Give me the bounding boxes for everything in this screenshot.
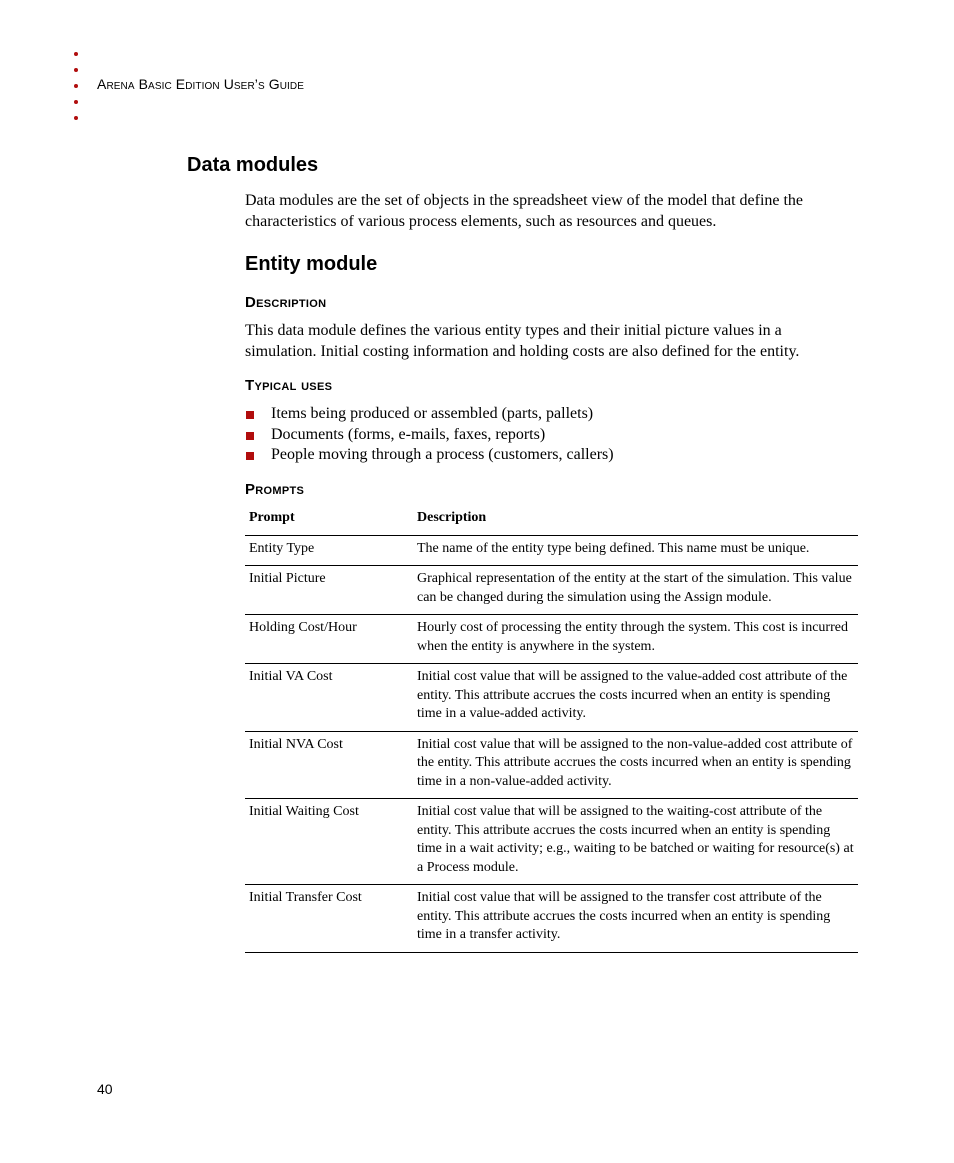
list-item: Documents (forms, e-mails, faxes, reports) — [245, 425, 614, 446]
bullet-square-icon — [246, 452, 254, 460]
description-heading: Description — [245, 294, 327, 311]
section-title: Data modules — [187, 154, 319, 176]
prompt-cell: Initial Waiting Cost — [245, 799, 413, 885]
list-item: Items being produced or assembled (parts, pallets) — [245, 404, 614, 425]
column-header-prompt: Prompt — [245, 506, 413, 535]
table-header-row — [245, 506, 858, 535]
margin-dot — [74, 84, 78, 88]
table-row — [245, 615, 858, 664]
page-number: 40 — [97, 1081, 113, 1097]
description-cell: The name of the entity type being defined. This name must be unique. — [413, 535, 858, 566]
table-row — [245, 664, 858, 732]
prompt-cell: Initial Transfer Cost — [245, 885, 413, 953]
prompt-cell: Initial VA Cost — [245, 664, 413, 732]
description-cell: Initial cost value that will be assigned to the value-added cost attribute of the entity. This attribute accrues the costs incurred when an entity is spending time in a value-added activity. — [413, 664, 858, 732]
bullet-square-icon — [246, 432, 254, 440]
prompt-cell: Initial Picture — [245, 566, 413, 615]
running-head: Arena Basic Edition User’s Guide — [97, 76, 305, 92]
typical-uses-heading: Typical uses — [245, 377, 333, 394]
prompt-cell: Entity Type — [245, 535, 413, 566]
prompts-heading: Prompts — [245, 481, 305, 498]
margin-dot — [74, 52, 78, 56]
table-row — [245, 535, 858, 566]
column-header-description: Description — [413, 506, 858, 535]
margin-dot — [74, 100, 78, 104]
table-row — [245, 566, 858, 615]
description-cell: Hourly cost of processing the entity through the system. This cost is incurred when the entity is anywhere in the system. — [413, 615, 858, 664]
prompt-cell: Initial NVA Cost — [245, 731, 413, 799]
table-row — [245, 885, 858, 953]
prompt-cell: Holding Cost/Hour — [245, 615, 413, 664]
description-cell: Initial cost value that will be assigned to the transfer cost attribute of the entity. This attribute accrues the costs incurred when an entity is spending time in a transfer activity. — [413, 885, 858, 953]
typical-uses-list — [245, 404, 614, 466]
prompts-table — [245, 506, 858, 953]
description-text: This data module defines the various entity types and their initial picture values in a simulation. Initial costing information and holding costs are also defined for the entity. — [245, 322, 800, 360]
entity-module-title: Entity module — [245, 253, 378, 275]
section-intro: Data modules are the set of objects in the spreadsheet view of the model that define the characteristics of various process elements, such as resources and queues. — [245, 192, 804, 230]
description-cell: Initial cost value that will be assigned to the waiting-cost attribute of the entity. This attribute accrues the costs incurred when an entity is spending time in a wait activity; e.g., waiting to be batched or waiting for resource(s) at a Process module. — [413, 799, 858, 885]
margin-dot — [74, 116, 78, 120]
description-cell: Initial cost value that will be assigned to the non-value-added cost attribute of the entity. This attribute accrues the costs incurred when an entity is spending time in a non-value-added activity. — [413, 731, 858, 799]
bullet-square-icon — [246, 411, 254, 419]
list-item: People moving through a process (customers, callers) — [245, 445, 614, 466]
table-row — [245, 731, 858, 799]
description-cell: Graphical representation of the entity at the start of the simulation. This value can be changed during the simulation using the Assign module. — [413, 566, 858, 615]
margin-dot — [74, 68, 78, 72]
table-row — [245, 799, 858, 885]
